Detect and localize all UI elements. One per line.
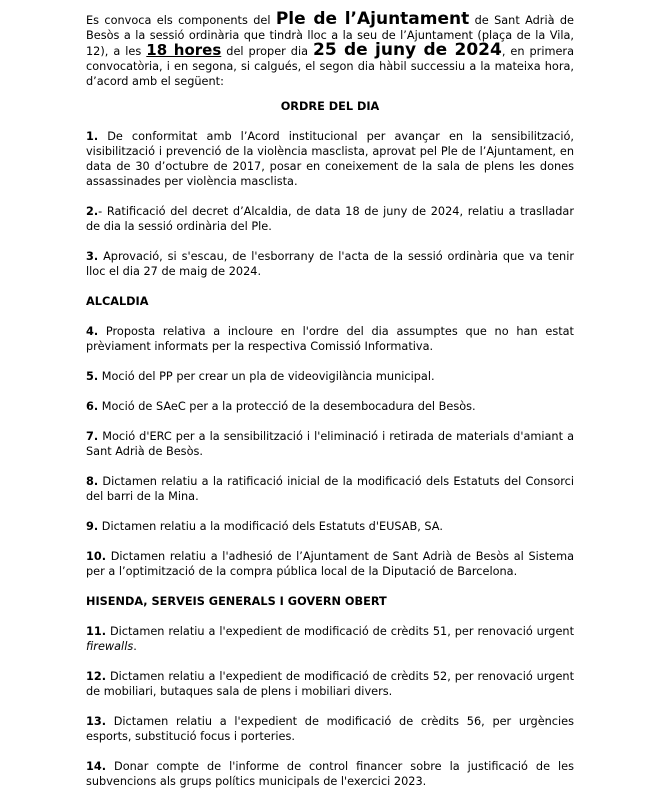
item-number: 6. <box>86 400 99 413</box>
intro-text-1: Es convoca els components del <box>86 14 276 27</box>
agenda-item-12 <box>86 669 574 699</box>
agenda-item-7 <box>86 429 574 459</box>
item-number: 10. <box>86 550 107 563</box>
agenda-item-14 <box>86 759 574 789</box>
item-text: Dictamen relatiu a l'expedient de modificació de crèdits 51, per renovació urgent <box>106 625 574 638</box>
agenda-item-4 <box>86 324 574 354</box>
item-text: Proposta relativa a incloure en l'ordre del dia assumptes que no han estat prèviament informats per la respectiva Comissió Informativa. <box>86 325 574 353</box>
agenda-item-13 <box>86 714 574 744</box>
agenda-item-8 <box>86 474 574 504</box>
item-number: 2. <box>86 205 99 218</box>
item-text: Dictamen relatiu a la ratificació inicial de la modificació dels Estatuts del Consorci del barri de la Mina. <box>86 475 574 503</box>
agenda-item-3 <box>86 249 574 279</box>
item-text: Donar compte de l'informe de control financer sobre la justificació de les subvencions als grups polítics municipals de l'exercici 2023. <box>86 760 574 788</box>
session-date: 25 de juny de 2024 <box>313 40 502 60</box>
item-number: 8. <box>86 475 99 488</box>
item-text: Dictamen relatiu a l'expedient de modificació de crèdits 52, per renovació urgent de mobiliari, butaques sala de plens i mobiliari divers. <box>86 670 574 698</box>
item-text: - Ratificació del decret d’Alcaldia, de data 18 de juny de 2024, relatiu a traslladar de dia la sessió ordinària del Ple. <box>86 205 574 233</box>
convocation-paragraph <box>86 9 574 89</box>
item-text: Dictamen relatiu a la modificació dels Estatuts d'EUSAB, SA. <box>98 520 443 533</box>
item-text: Moció del PP per crear un pla de videovigilància municipal. <box>98 370 435 383</box>
intro-text-3: del proper dia <box>221 45 314 58</box>
item-text-italic: firewalls <box>86 640 134 653</box>
item-number: 9. <box>86 520 99 533</box>
council-name: Ple de l’Ajuntament <box>275 9 470 29</box>
item-number: 1. <box>86 130 99 143</box>
agenda-item-11 <box>86 624 574 654</box>
item-number: 12. <box>86 670 107 683</box>
item-number: 7. <box>86 430 99 443</box>
item-text: Dictamen relatiu a l'adhesió de l’Ajuntament de Sant Adrià de Besòs al Sistema per a l’optimització de la compra pública local de la Diputació de Barcelona. <box>86 550 574 578</box>
item-text-end: . <box>133 640 137 653</box>
agenda-item-9 <box>86 519 574 534</box>
agenda-item-1 <box>86 129 574 189</box>
item-number: 14. <box>86 760 107 773</box>
session-hours: 18 hores <box>146 41 222 59</box>
agenda-title: ORDRE DEL DIA <box>280 100 380 113</box>
item-number: 11. <box>86 625 107 638</box>
item-text: Moció de SAeC per a la protecció de la desembocadura del Besòs. <box>98 400 476 413</box>
agenda-item-10 <box>86 549 574 579</box>
item-text: Aprovació, si s'escau, de l'esborrany de l'acta de la sessió ordinària que va tenir lloc el dia 27 de maig de 2024. <box>86 250 574 278</box>
item-number: 13. <box>86 715 107 728</box>
item-text: Moció d'ERC per a la sensibilització i l'eliminació i retirada de materials d'amiant a Sant Adrià de Besòs. <box>86 430 574 458</box>
item-text: Dictamen relatiu a l'expedient de modificació de crèdits 56, per urgències esports, substitució focus i porteries. <box>86 715 574 743</box>
section-title-hisenda: HISENDA, SERVEIS GENERALS I GOVERN OBERT <box>86 595 387 608</box>
agenda-item-5 <box>86 369 574 384</box>
intro-text-2: de Sant Adrià de Besòs a la sessió ordinària que tindrà lloc a la seu de l’Ajuntament (plaça de la Vila, 12), a les <box>86 14 574 58</box>
item-text: De conformitat amb l’Acord institucional per avançar en la sensibilització, visibilització i prevenció de la violència masclista, aprovat pel Ple de l’Ajuntament, en data de 30 d’octubre de 2017, posar en coneixement de la sala de plens les dones assassinades per violència masclista. <box>86 130 574 188</box>
section-title-alcaldia: ALCALDIA <box>86 295 149 308</box>
agenda-item-6 <box>86 399 574 414</box>
intro-text-4: , en primera convocatòria, i en segona, si calgués, el segon dia hàbil successiu a la mateixa hora, d’acord amb el següent: <box>86 45 574 88</box>
item-number: 4. <box>86 325 99 338</box>
item-number: 5. <box>86 370 99 383</box>
item-number: 3. <box>86 250 99 263</box>
agenda-item-2 <box>86 204 574 234</box>
